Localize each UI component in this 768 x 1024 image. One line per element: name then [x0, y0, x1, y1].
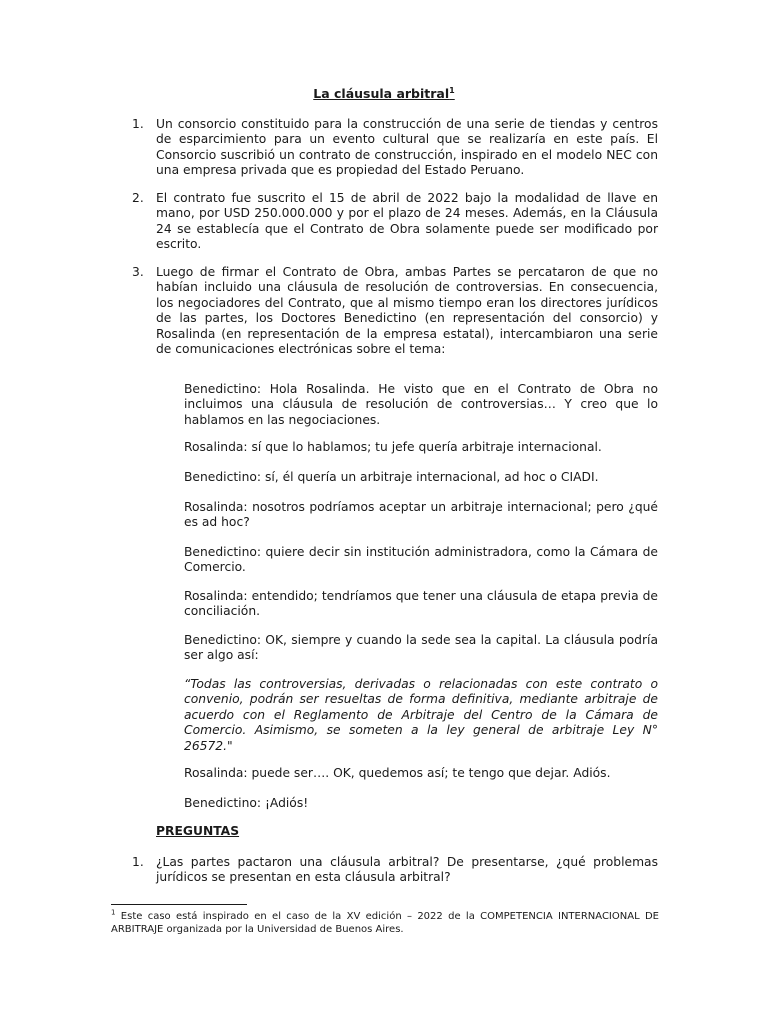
question-number: 1. [132, 855, 144, 869]
dialogue-line: Benedictino: quiere decir sin institución administradora, como la Cámara de Comercio. [184, 545, 658, 575]
item-text: Luego de firmar el Contrato de Obra, ambas Partes se percataron de que no habían incluido una cláusula de resolución de controversias. En consecuencia, los negociadores del Contrato, que al mismo tiempo eran los directores jurídicos de las partes, los Doctores Benedictino (en representación del consorcio) y Rosalinda (en representación de la empresa estatal), intercambiaron una serie de comunicaciones electrónicas sobre el tema: [156, 265, 658, 357]
dialogue-line: Rosalinda: entendido; tendríamos que tener una cláusula de etapa previa de conciliación. [184, 589, 658, 619]
arbitration-clause-quote: “Todas las controversias, derivadas o relacionadas con este contrato o convenio, podrán ser resueltas de forma definitiva, mediante arbitraje de acuerdo con el Reglamento de Arbitraje del Centro de la Cámara de Comercio. Asimismo, se someten a la ley general de arbitraje Ley N° 26572." [184, 677, 658, 753]
item-text: El contrato fue suscrito el 15 de abril de 2022 bajo la modalidad de llave en mano, por USD 250.000.000 y por el plazo de 24 meses. Además, en la Cláusula 24 se establecía que el Contrato de Obra solamente puede ser modificado por escrito. [156, 191, 658, 252]
footnote [111, 910, 659, 936]
dialogue-line: Rosalinda: sí que lo hablamos; tu jefe quería arbitraje internacional. [184, 440, 602, 454]
document-title [0, 86, 768, 101]
dialogue-line: Rosalinda: puede ser…. OK, quedemos así; te tengo que dejar. Adiós. [184, 766, 611, 780]
footnote-text: Este caso está inspirado en el caso de la XV edición – 2022 de la COMPETENCIA INTERNACIONAL DE ARBITRAJE organizada por la Universidad de Buenos Aires. [111, 911, 659, 935]
item-number: 2. [132, 191, 144, 205]
dialogue-line: Rosalinda: nosotros podríamos aceptar un arbitraje internacional; pero ¿qué es ad hoc? [184, 500, 658, 530]
title-footnote-ref: 1 [449, 85, 455, 95]
item-text: Un consorcio constituido para la construcción de una serie de tiendas y centros de esparcimiento para un evento cultural que se realizaría en este país. El Consorcio suscribió un contrato de construcción, inspirado en el modelo NEC con una empresa privada que es propiedad del Estado Peruano. [156, 117, 658, 178]
title-text: La cláusula arbitral [313, 86, 450, 101]
question-text: ¿Las partes pactaron una cláusula arbitral? De presentarse, ¿qué problemas jurídicos se presentan en esta cláusula arbitral? [156, 855, 658, 885]
dialogue-line: Benedictino: OK, siempre y cuando la sede sea la capital. La cláusula podría ser algo así: [184, 633, 658, 663]
item-number: 1. [132, 117, 144, 131]
dialogue-line: Benedictino: Hola Rosalinda. He visto que en el Contrato de Obra no incluimos una cláusula de resolución de controversias… Y creo que lo hablamos en las negociaciones. [184, 382, 658, 427]
item-number: 3. [132, 265, 144, 279]
footnote-ref: 1 [111, 908, 116, 917]
footnote-divider [111, 904, 247, 905]
dialogue-line: Benedictino: ¡Adiós! [184, 796, 309, 810]
questions-heading: PREGUNTAS [156, 824, 240, 838]
dialogue-line: Benedictino: sí, él quería un arbitraje internacional, ad hoc o CIADI. [184, 470, 599, 484]
